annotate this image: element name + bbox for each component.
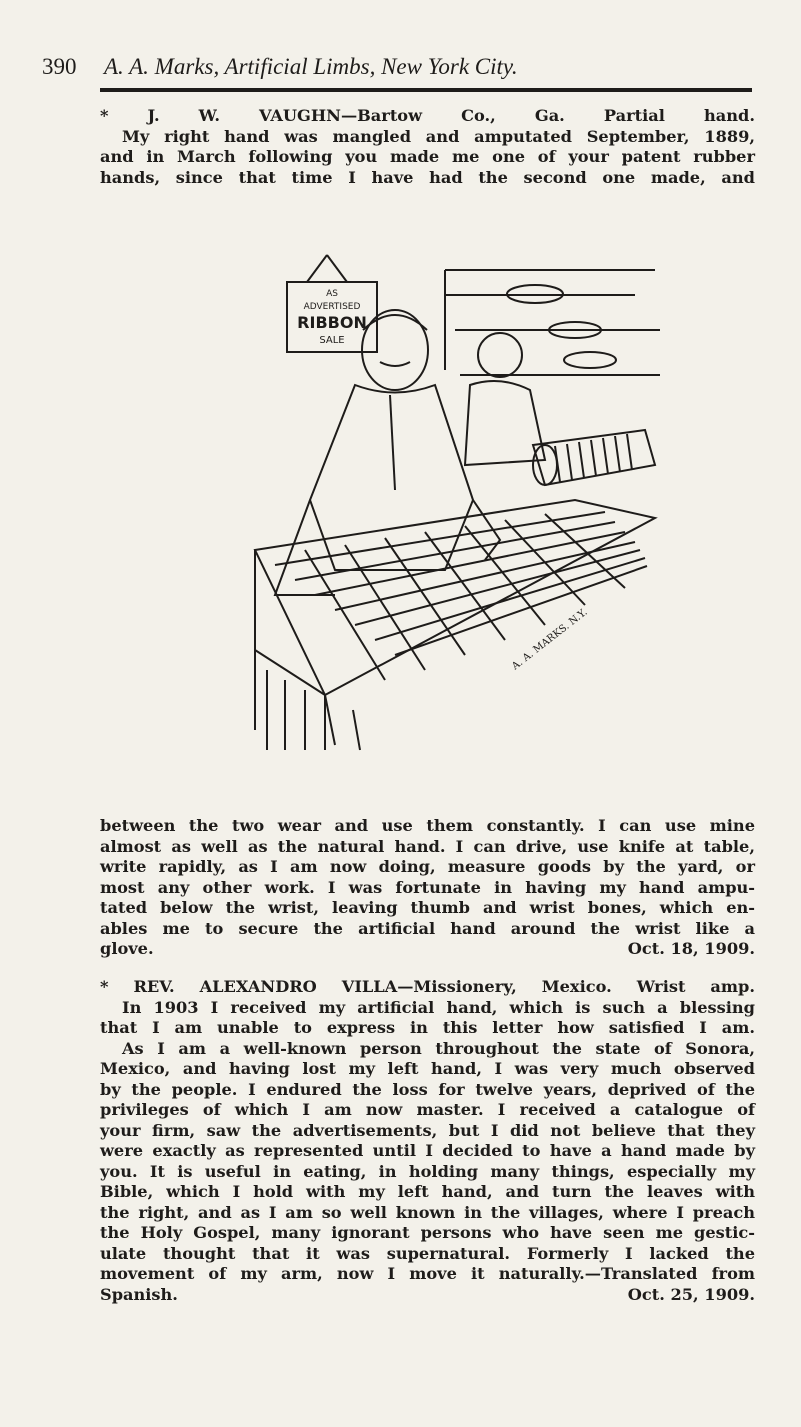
page-number: 390	[42, 54, 77, 79]
text-line: by the people. I endured the loss for twelve years, deprived of the	[100, 1079, 755, 1099]
text-line-with-date	[100, 1285, 755, 1306]
text-line: most any other work. I was fortunate in having my hand ampu-	[100, 877, 755, 897]
text-line: ables me to secure the artificial hand around the wrist like a	[100, 918, 755, 938]
text-fragment: glove.	[100, 939, 154, 958]
sign-text-as: AS	[326, 289, 338, 299]
sign-text-sale: SALE	[319, 335, 345, 346]
testimonial-vaughn-top	[100, 106, 755, 188]
text-line: you. It is useful in eating, in holding many things, especially my	[100, 1161, 755, 1181]
testimonial-villa	[100, 977, 755, 1305]
testimonial-vaughn-bottom	[100, 816, 755, 960]
text-line: My right hand was mangled and amputated September, 1889,	[122, 126, 755, 146]
sign-text-advertised: ADVERTISED	[303, 302, 361, 312]
text-line: Bible, which I hold with my left hand, and turn the leaves with	[100, 1182, 755, 1201]
text-line-with-date	[100, 939, 755, 960]
illustration-clerk-measuring-ribbon	[215, 250, 660, 765]
letter-date: Oct. 18, 1909.	[627, 939, 755, 958]
running-header	[42, 52, 752, 82]
text-line: were exactly as represented until I decided to have a hand made by	[100, 1141, 755, 1160]
header-rule	[100, 88, 752, 92]
text-line: movement of my arm, now I move it naturally.—Translated from	[100, 1264, 755, 1283]
text-line: privileges of which I am now master. I received a catalogue of	[100, 1100, 755, 1119]
text-line: * J. W. VAUGHN—Bartow Co., Ga. Partial hand.	[100, 106, 755, 125]
text-line: hands, since that time I have had the second one made, and	[100, 167, 755, 187]
text-line: tated below the wrist, leaving thumb and wrist bones, which en-	[100, 898, 755, 917]
text-line: between the two wear and use them constantly. I can use mine	[100, 816, 755, 835]
text-line: and in March following you made me one of your patent rubber	[100, 147, 755, 166]
text-line: Mexico, and having lost my left hand, I was very much observed	[100, 1059, 755, 1078]
text-line: your firm, saw the advertisements, but I did not believe that they	[100, 1120, 755, 1140]
text-line: As I am a well-known person throughout the state of Sonora,	[122, 1038, 755, 1058]
sign-text-ribbon: RIBBON	[297, 313, 367, 332]
text-line: ulate thought that it was supernatural. Formerly I lacked the	[100, 1243, 755, 1263]
text-fragment: Spanish.	[100, 1284, 178, 1304]
text-line: In 1903 I received my artificial hand, which is such a blessing	[122, 997, 755, 1017]
illustration-signature: A. A. MARKS. N.Y.	[510, 606, 590, 673]
letter-date: Oct. 25, 1909.	[627, 1284, 755, 1304]
text-line: * REV. ALEXANDRO VILLA—Missionery, Mexico. Wrist amp.	[100, 977, 755, 996]
running-title: A. A. Marks, Artificial Limbs, New York City.	[104, 54, 518, 79]
text-line: the Holy Gospel, many ignorant persons who have seen me gestic-	[100, 1223, 755, 1242]
text-line: that I am unable to express in this letter how satisfied I am.	[100, 1018, 755, 1037]
text-line: the right, and as I am so well known in the villages, where I preach	[100, 1202, 755, 1222]
text-line: write rapidly, as I am now doing, measure goods by the yard, or	[100, 857, 755, 876]
text-line: almost as well as the natural hand. I can drive, use knife at table,	[100, 836, 755, 856]
